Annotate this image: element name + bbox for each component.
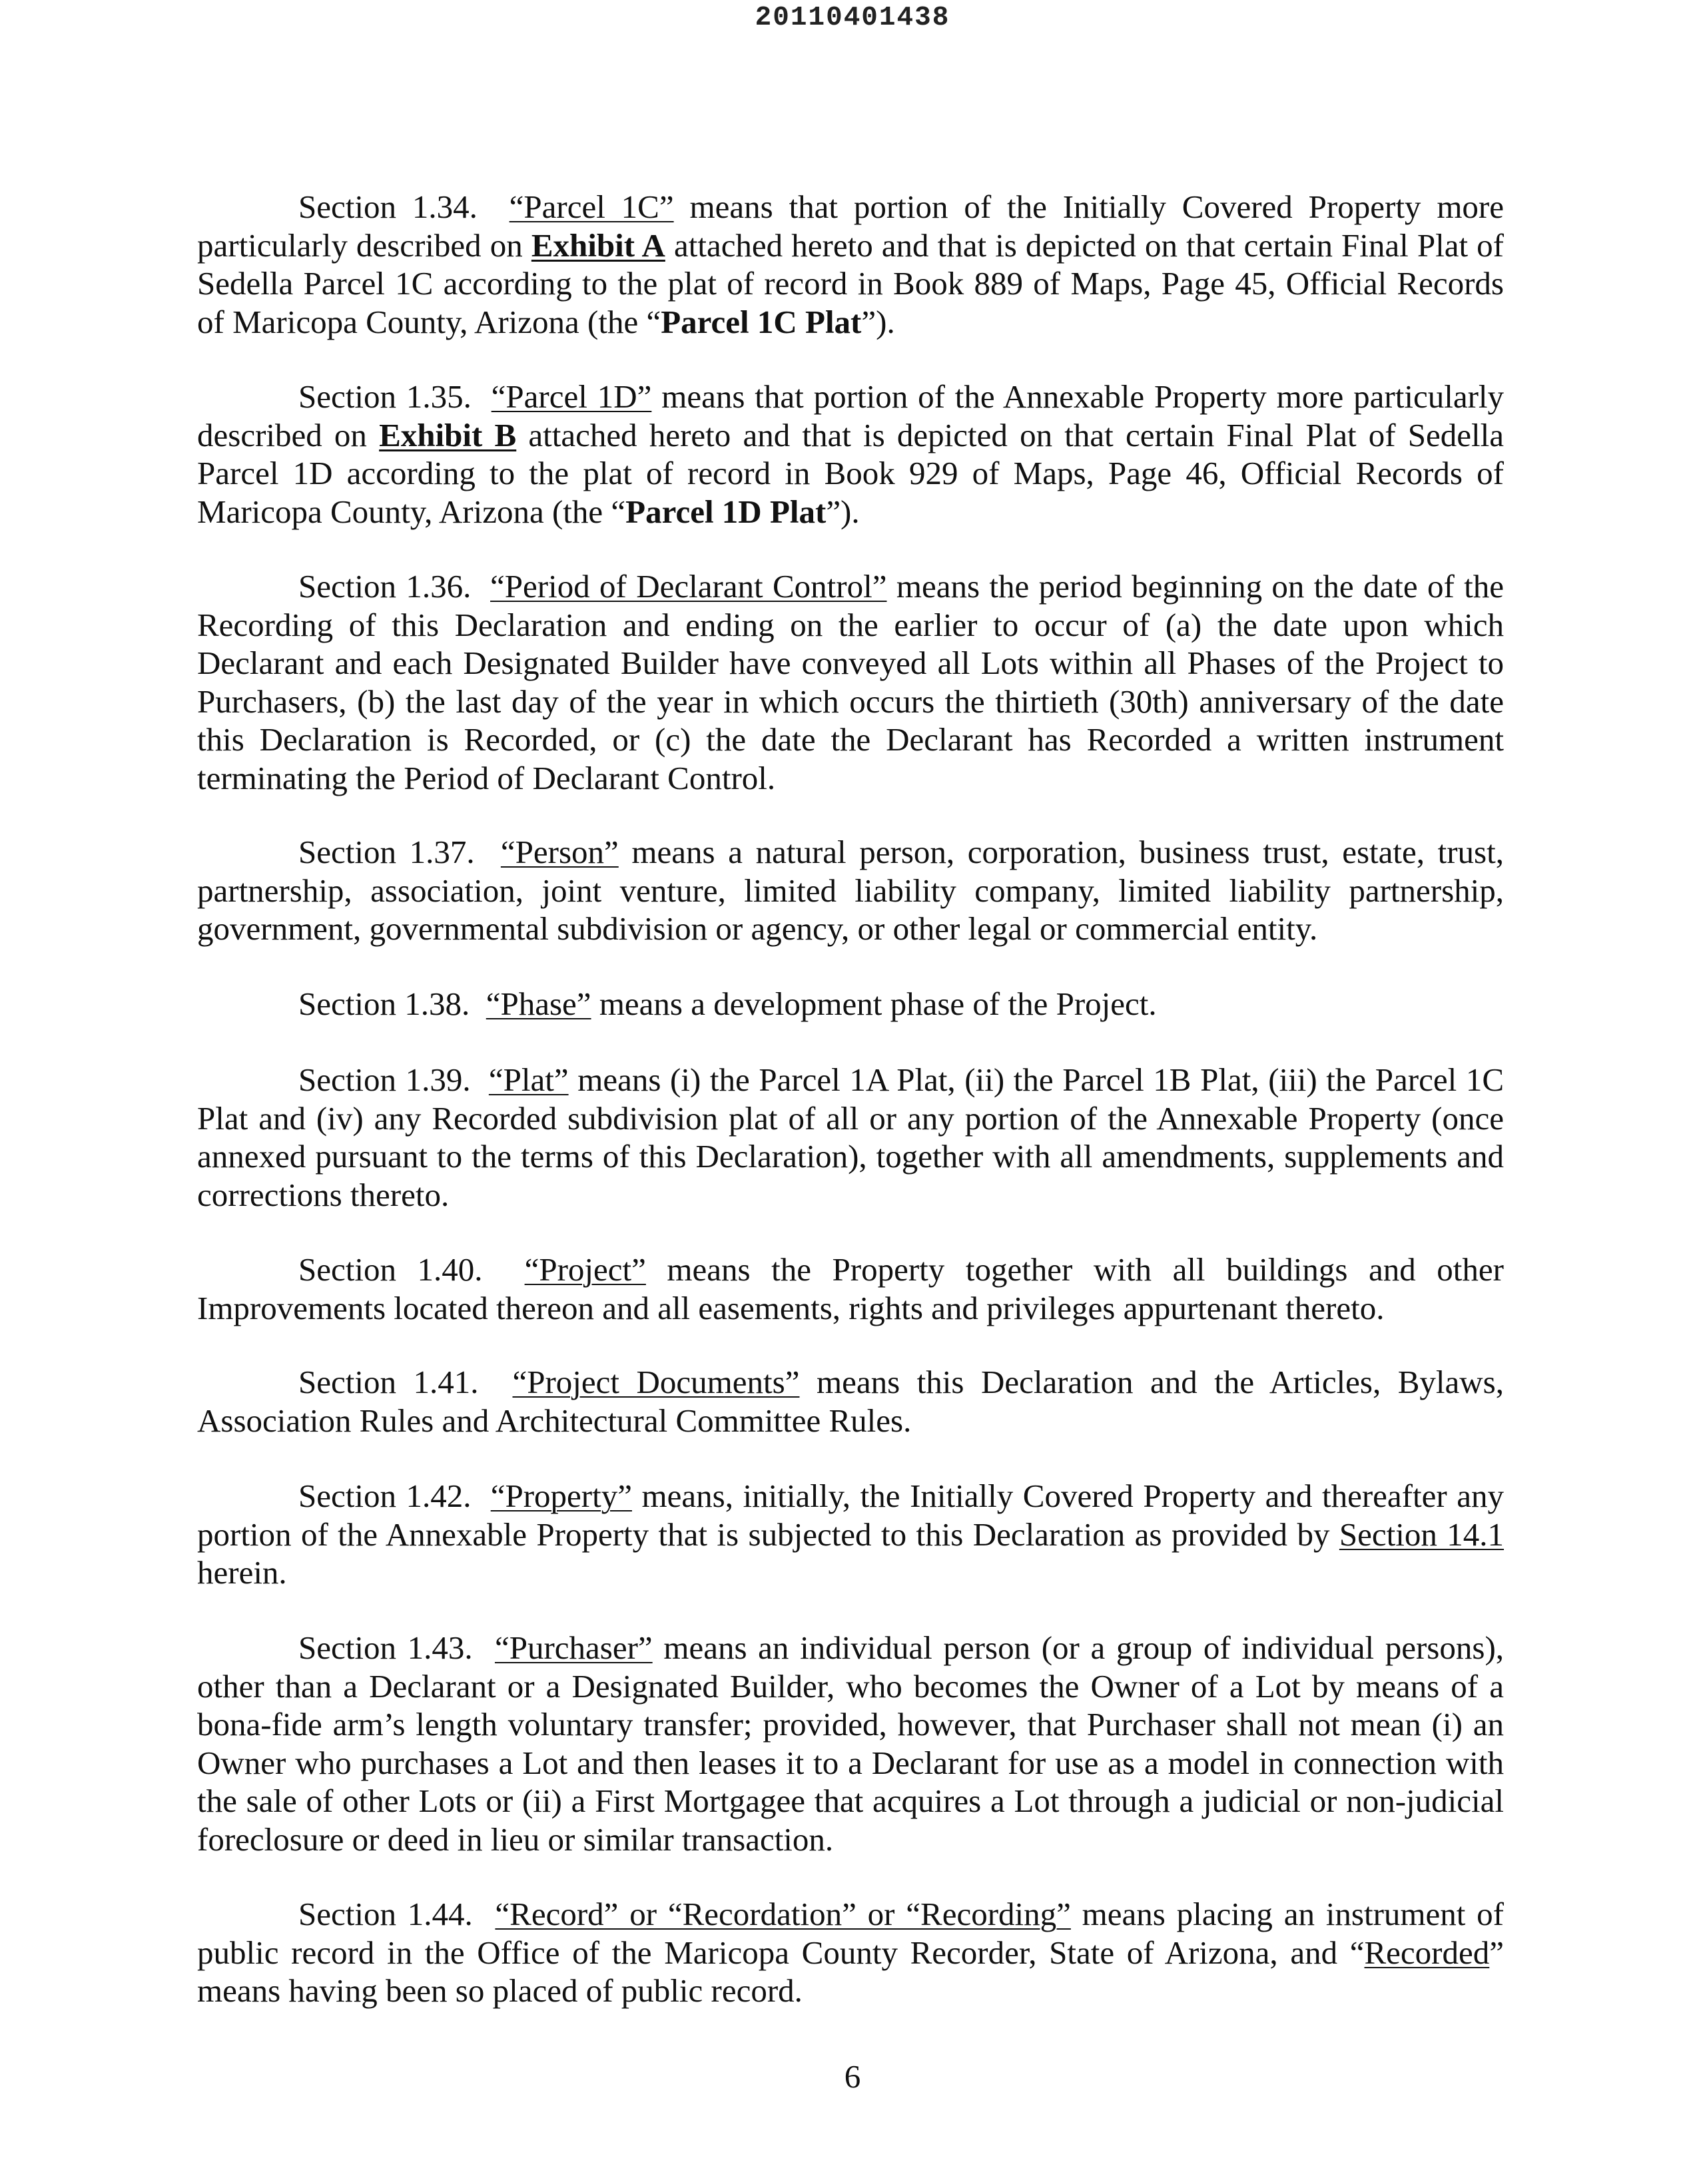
section-number: Section 1.35. [298, 378, 472, 415]
section-text: means this Declaration and the Articles, Bylaws, Association Rules and Architectural Committee Rules. [197, 1364, 1504, 1439]
defined-term: “Plat” [488, 1061, 569, 1098]
section-1-39 [197, 1061, 1504, 1214]
section-text: means, initially, the Initially Covered Property and thereafter any portion of the Annexable Property that is subjected to this Declaration as provided by [197, 1478, 1505, 1553]
section-number: Section 1.42. [298, 1478, 472, 1514]
section-number: Section 1.38. [298, 985, 470, 1022]
defined-term: “Phase” [486, 985, 591, 1022]
section-1-38 [197, 985, 1504, 1023]
defined-term: Section 14.1 [1339, 1515, 1504, 1553]
section-1-41 [197, 1363, 1504, 1440]
section-1-36 [197, 567, 1504, 797]
section-1-40 [197, 1250, 1504, 1327]
section-text: attached hereto and that is depicted on that certain Final Plat of Sedella Parcel 1D according to the plat of record in Book 929 of Maps, Page 46, Official Records of Maricopa County, Arizona (the “ [197, 416, 1504, 530]
defined-term: “Person” [500, 834, 619, 870]
section-1-34 [197, 188, 1504, 341]
section-1-37 [197, 833, 1504, 948]
section-text: means a natural person, corporation, business trust, estate, trust, partnership, association, joint venture, limited liability company, limited liability partnership, government, governmental subdivision or agency, or other legal or commercial entity. [197, 834, 1504, 947]
section-number: Section 1.39. [298, 1061, 471, 1098]
section-text: ” means having been so placed of public record. [197, 1934, 1504, 2009]
section-number: Section 1.37. [298, 834, 475, 870]
bold-term: Parcel 1D Plat [625, 493, 827, 530]
section-text: means an individual person (or a group of individual persons), other than a Declarant or a Designated Builder, who becomes the Owner of a Lot by means of a bona-fide arm’s length voluntary transfer; provided, however, that Purchaser shall not mean (i) an Owner who purchases a Lot and then leases it to a Declarant for use as a model in connection with the sale of other Lots or (ii) a First Mortgagee that acquires a Lot through a judicial or non-judicial foreclosure or deed in lieu or similar transaction. [197, 1629, 1505, 1858]
defined-term: Exhibit B [379, 416, 517, 453]
section-text: ”). [826, 493, 860, 530]
section-number: Section 1.44. [298, 1896, 473, 1932]
section-text: means the period beginning on the date of the Recording of this Declaration and ending on the earlier to occur of (a) the date upon which Declarant and each Designated Builder have conveyed all Lots within all Phases of the Project to Purchasers, (b) the last day of the year in which occurs the thirtieth (30th) anniversary of the date this Declaration is Recorded, or (c) the date the Declarant has Recorded a written instrument terminating the Period of Declarant Control. [197, 568, 1504, 796]
defined-term: “Property” [490, 1478, 632, 1514]
section-text: means that portion of the Initially Covered Property more particularly described on [197, 188, 1504, 264]
defined-term: “Parcel 1D” [491, 378, 652, 415]
section-text: means a development phase of the Project. [591, 985, 1157, 1022]
defined-term: “Project” [524, 1251, 646, 1288]
section-1-44 [197, 1895, 1504, 2010]
defined-term: “Parcel 1C” [509, 188, 674, 225]
section-number: Section 1.34. [298, 188, 478, 225]
defined-term: Recorded [1364, 1934, 1490, 1971]
section-text: means that portion of the Annexable Property more particularly described on [197, 378, 1505, 453]
section-1-43 [197, 1629, 1504, 1858]
page-number: 6 [844, 2058, 861, 2095]
section-1-42 [197, 1477, 1504, 1592]
section-text: means the Property together with all buildings and other Improvements located thereon and all easements, rights and privileges appurtenant thereto. [197, 1251, 1504, 1326]
section-number: Section 1.40. [298, 1251, 483, 1288]
defined-term: Exhibit A [531, 226, 665, 264]
section-text: means placing an instrument of public record in the Office of the Maricopa County Recorder, State of Arizona, and “ [197, 1896, 1504, 1971]
section-text: ”). [861, 303, 895, 340]
defined-term: “Purchaser” [494, 1629, 653, 1666]
section-text: means (i) the Parcel 1A Plat, (ii) the Parcel 1B Plat, (iii) the Parcel 1C Plat and (iv) any Recorded subdivision plat of all or any portion of the Annexable Property (once annexed pursuant to the terms of this Declaration), together with all amendments, supplements and corrections thereto. [197, 1061, 1505, 1213]
section-1-35 [197, 378, 1504, 531]
document-number: 20110401438 [755, 3, 950, 33]
section-number: Section 1.36. [298, 568, 472, 605]
section-number: Section 1.41. [298, 1364, 479, 1400]
bold-term: Parcel 1C Plat [661, 303, 862, 340]
defined-term: “Period of Declarant Control” [490, 568, 887, 605]
section-text: herein. [197, 1554, 287, 1591]
defined-term: “Record” or “Recordation” or “Recording” [495, 1896, 1071, 1932]
section-number: Section 1.43. [298, 1629, 473, 1666]
defined-term: “Project Documents” [512, 1364, 800, 1400]
section-text: attached hereto and that is depicted on that certain Final Plat of Sedella Parcel 1C according to the plat of record in Book 889 of Maps, Page 45, Official Records of Maricopa County, Arizona (the “ [197, 226, 1504, 340]
